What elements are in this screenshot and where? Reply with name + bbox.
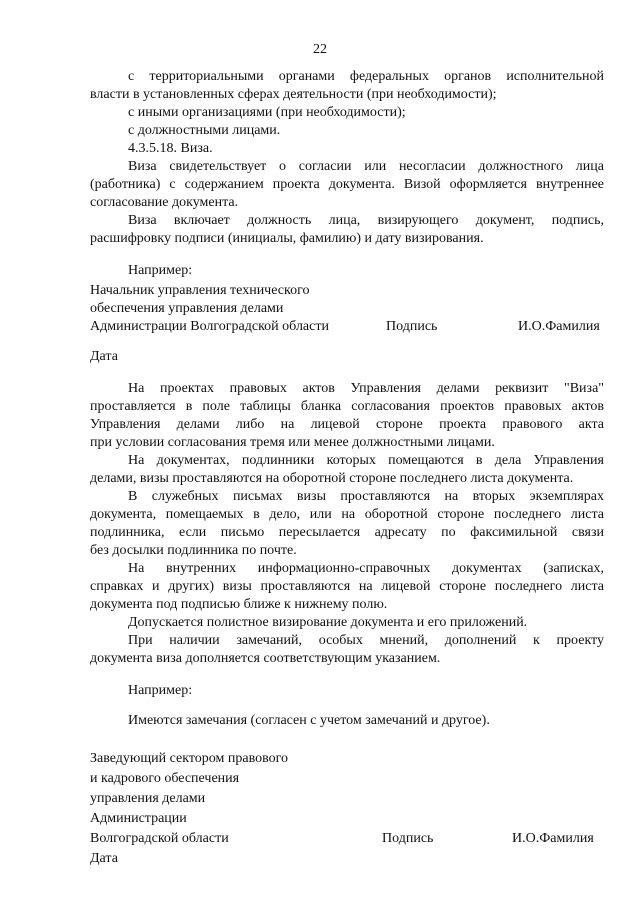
text-line: согласование документа. <box>90 195 239 210</box>
text-line: делами, визы проставляются на оборотной стороне последнего листа документа. <box>90 471 574 486</box>
text-line: В служебных письмах визы проставляются на вторых экземплярах <box>128 489 604 504</box>
example-label: Например: <box>128 263 193 278</box>
text-line: Допускается полистное визирование документа и его приложений. <box>128 615 528 630</box>
signature-placeholder: Подпись <box>386 319 438 334</box>
signatory-position: обеспечения управления делами <box>90 301 284 316</box>
text-line: документа, помещаемых в дело, или на оборотной стороне последнего листа <box>90 507 604 522</box>
signature-placeholder: Подпись <box>382 831 434 846</box>
signatory-position: Администрации <box>90 811 187 826</box>
text-line: (работника) с содержанием проекта документа. Визой оформляется внутреннее <box>90 177 604 192</box>
text-line: с иными организациями (при необходимости); <box>128 105 406 120</box>
visa-remark: Имеются замечания (согласен с учетом замечаний и другое). <box>128 713 490 728</box>
text-line: На документах, подлинники которых помещаются в дела Управления <box>128 453 604 468</box>
example-label: Например: <box>128 683 193 698</box>
text-line: документа виза дополняется соответствующим указанием. <box>90 651 441 666</box>
text-line: расшифровку подписи (инициалы, фамилию) и дату визирования. <box>90 231 484 246</box>
text-line: с должностными лицами. <box>128 123 281 138</box>
text-line: Виза включает должность лица, визирующего документ, подпись, <box>128 213 604 228</box>
text-line: с территориальными органами федеральных органов исполнительной <box>128 69 604 84</box>
signatory-position: управления делами <box>90 791 206 806</box>
text-line: при условии согласования тремя или менее должностными лицами. <box>90 435 495 450</box>
text-line: проставляется в поле таблицы бланка согласования проектов правовых актов <box>90 399 604 414</box>
text-line: При наличии замечаний, особых мнений, дополнений к проекту <box>128 633 604 648</box>
text-line: На проектах правовых актов Управления делами реквизит "Виза" <box>128 381 604 396</box>
signatory-position: Волгоградской области <box>90 831 229 846</box>
page-number: 22 <box>313 42 327 57</box>
text-line: справках и других) визы проставляются на лицевой стороне последнего листа <box>90 579 604 594</box>
name-placeholder: И.О.Фамилия <box>518 319 600 334</box>
section-heading: 4.3.5.18. Виза. <box>128 141 213 156</box>
text-line: Управления делами либо на лицевой стороне проекта правового акта <box>90 417 604 432</box>
name-placeholder: И.О.Фамилия <box>512 831 594 846</box>
text-line: На внутренних информационно-справочных документах (записках, <box>128 561 604 576</box>
signatory-position: и кадрового обеспечения <box>90 771 240 786</box>
signatory-position: Администрации Волгоградской области <box>90 319 329 334</box>
signatory-position: Заведующий сектором правового <box>90 751 289 766</box>
date-placeholder: Дата <box>90 349 118 364</box>
text-line: документа под подписью ближе к нижнему полю. <box>90 597 388 612</box>
text-line: Виза свидетельствует о согласии или несогласии должностного лица <box>128 159 604 174</box>
signatory-position: Начальник управления технического <box>90 283 310 298</box>
text-line: подлинника, если письмо пересылается адресату по факсимильной связи <box>90 525 604 540</box>
date-placeholder: Дата <box>90 851 118 866</box>
text-line: без досылки подлинника по почте. <box>90 543 297 558</box>
text-line: власти в установленных сферах деятельности (при необходимости); <box>90 87 497 102</box>
